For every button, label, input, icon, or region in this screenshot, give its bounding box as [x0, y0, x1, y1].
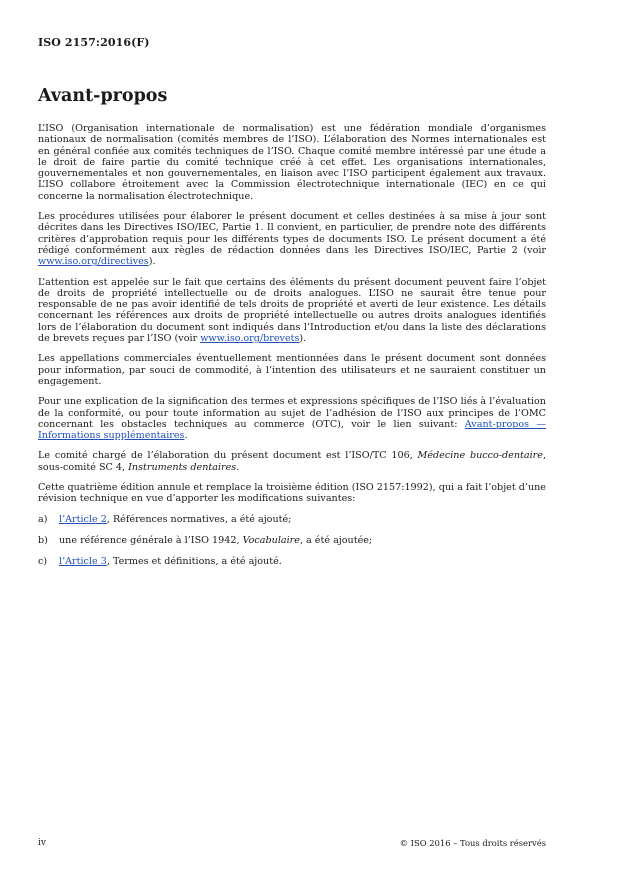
- document-id: ISO 2157:2016(F): [38, 36, 150, 49]
- paragraph-iso-intro: L’ISO (Organisation internationale de normalisation) est une fédération mondiale d’organismes nationaux de normalisation (comités membres de l’ISO). L’élaboration des Normes internationales est en général confiée aux comités techniques de l’ISO. Chaque comité membre intéressé par une étude a le droit de faire partie du comité technique créé à cet effet. Les organisations internationales, gouvernementales et non gouvernementales, en liaison avec l’ISO participent également aux travaux. L’ISO collabore étroitement avec la Commission électrotechnique internationale (IEC) en ce qui concerne la normalisation électrotechnique.: [38, 123, 546, 202]
- list-item: c) l’Article 3, Termes et définitions, a été ajouté.: [38, 556, 282, 568]
- directives-link[interactable]: www.iso.org/directives: [38, 256, 149, 268]
- copyright-notice: © ISO 2016 – Tous droits réservés: [399, 838, 546, 848]
- paragraph-committee: Le comité chargé de l’élaboration du présent document est l’ISO/TC 106, Médecine bucco-dentaire, sous-comité SC 4, Instruments dentaires.: [38, 450, 546, 473]
- article-3-link[interactable]: l’Article 3: [59, 556, 107, 568]
- list-item: a) l’Article 2, Références normatives, a été ajouté;: [38, 513, 292, 525]
- list-marker: b): [38, 534, 48, 546]
- list-marker: a): [38, 513, 48, 525]
- article-2-link[interactable]: l’Article 2: [59, 513, 107, 525]
- page-title: Avant-propos: [38, 86, 168, 106]
- list-item: b) une référence générale à l’ISO 1942, Vocabulaire, a été ajoutée;: [38, 534, 373, 546]
- list-marker: c): [38, 556, 48, 568]
- page-number: iv: [38, 838, 46, 848]
- patents-link[interactable]: www.iso.org/brevets: [200, 333, 300, 345]
- paragraph-conformity: Pour une explication de la signification des termes et expressions spécifiques de l’ISO liés à l’évaluation de la conformité, ou pour toute information au sujet de l’adhésion de l’ISO aux principes de l’OMC concernant les obstacles techniques au commerce (OTC), voir le lien suivant: Avant-propos — Informations supplémentaires.: [38, 396, 546, 442]
- paragraph-procedures: Les procédures utilisées pour élaborer le présent document et celles destinées à sa mise à jour sont décrites dans les Directives ISO/IEC, Partie 1. Il convient, en particulier, de prendre note des différents critères d’approbation requis pour les différents types de documents ISO. Le présent document a été rédigé conformément aux règles de rédaction données dans les Directives ISO/IEC, Partie 2 (voir www.iso.org/directives).: [38, 211, 546, 268]
- document-body: [38, 123, 546, 578]
- foreword-supplementary-link[interactable]: Avant-propos — Informations supplémentaires: [38, 418, 546, 442]
- paragraph-patents: L’attention est appelée sur le fait que certains des éléments du présent document peuvent faire l’objet de droits de propriété intellectuelle ou de droits analogues. L’ISO ne saurait être tenue pour responsable de ne pas avoir identifié de tels droits de propriété et averti de leur existence. Les détails concernant les références aux droits de propriété intellectuelle ou autres droits analogues identifiés lors de l’élaboration du document sont indiqués dans l’Introduction et/ou dans la liste des déclarations de brevets reçues par l’ISO (voir www.iso.org/brevets).: [38, 276, 546, 345]
- paragraph-trade-names: Les appellations commerciales éventuellement mentionnées dans le présent document sont données pour information, par souci de commodité, à l’intention des utilisateurs et ne sauraient constituer un engagement.: [38, 353, 546, 387]
- paragraph-edition: Cette quatrième édition annule et remplace la troisième édition (ISO 2157:1992), qui a fait l’objet d’une révision technique en vue d’apporter les modifications suivantes:: [38, 482, 546, 505]
